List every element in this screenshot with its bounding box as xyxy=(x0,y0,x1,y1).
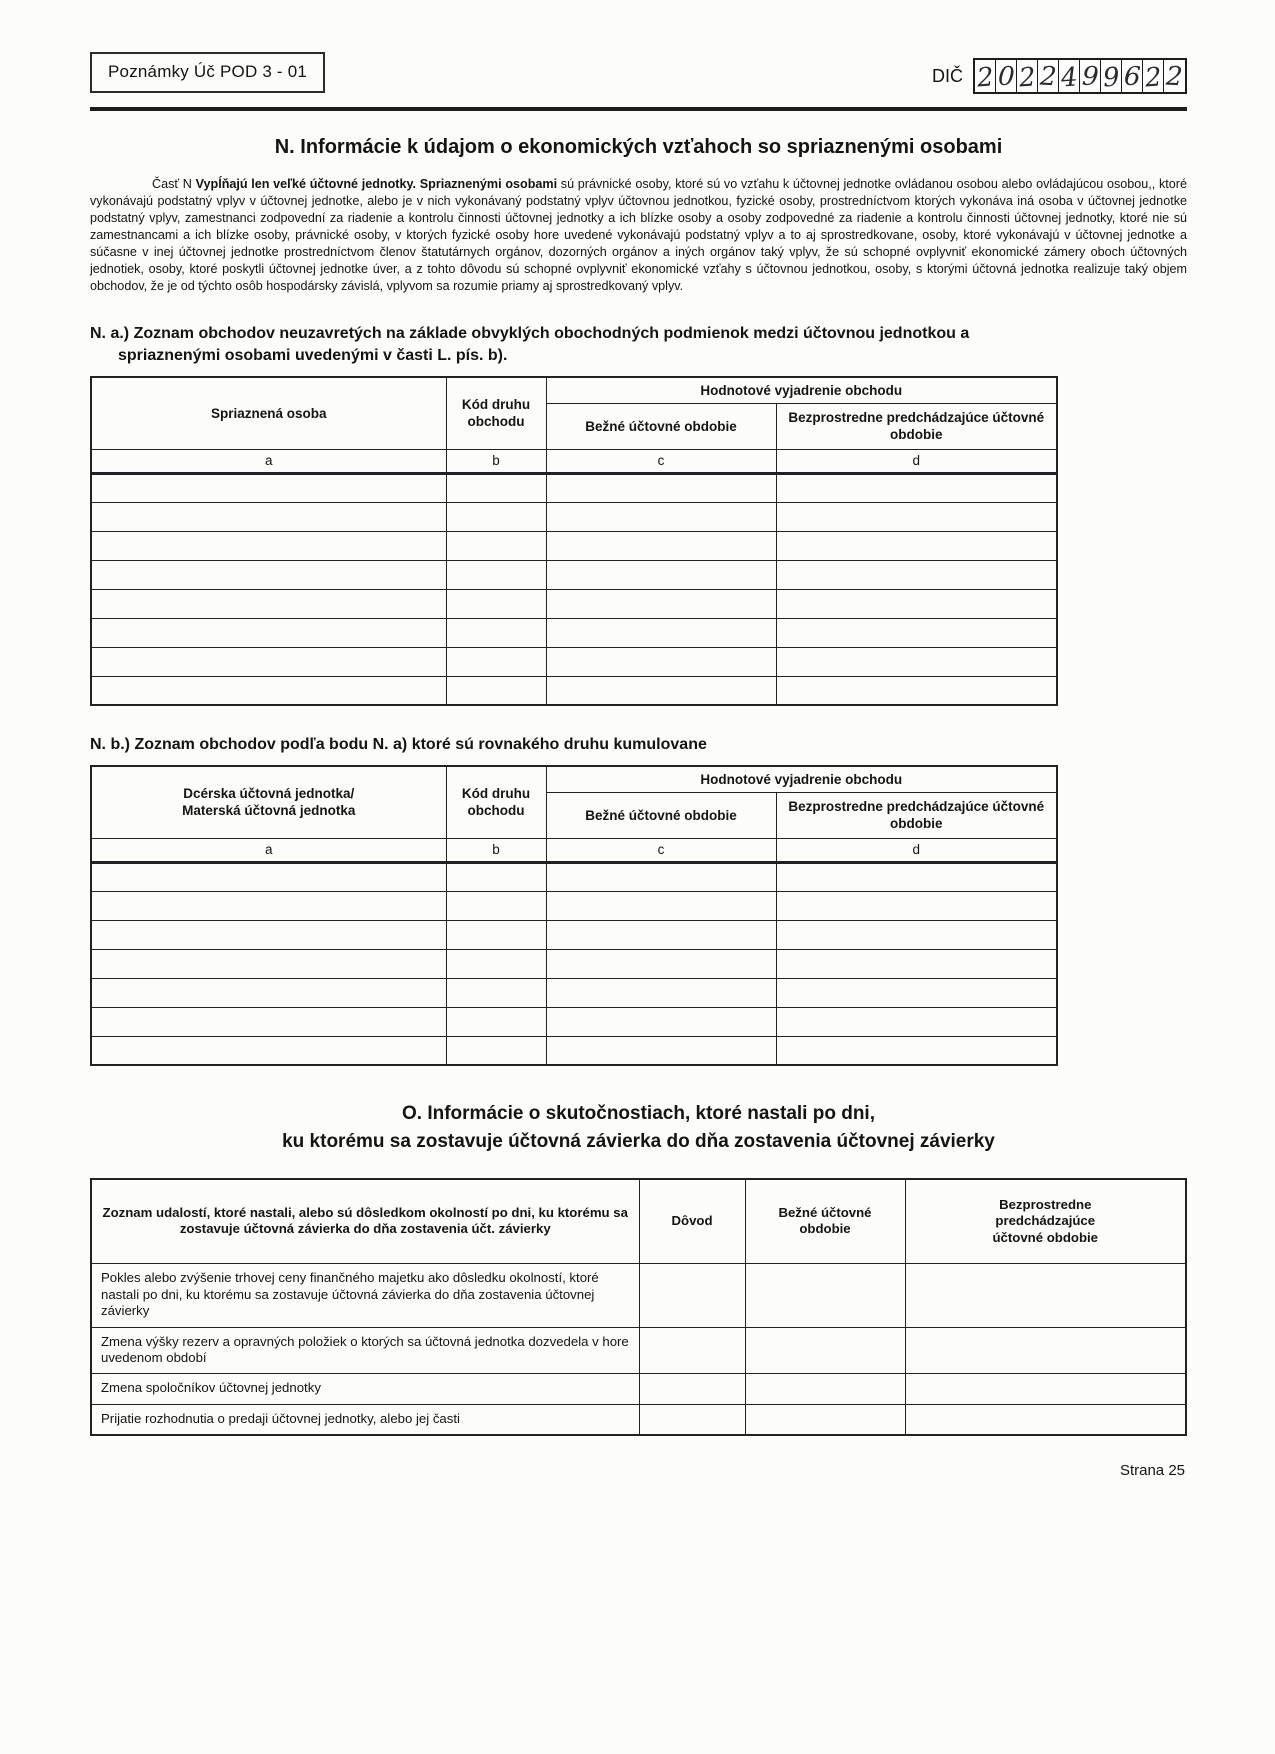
empty-cell xyxy=(745,1263,905,1327)
col-header-subsidiary-parent-text: Dcérska účtovná jednotka/ Materská účtovná jednotka xyxy=(182,786,356,819)
empty-cell xyxy=(446,920,546,949)
table-na-letter-row xyxy=(91,449,1057,473)
col-header-subsidiary-parent xyxy=(91,766,446,838)
dic-digit: 6 xyxy=(1122,61,1142,93)
column-letter: d xyxy=(776,838,1057,862)
empty-cell xyxy=(91,920,446,949)
table-na-body xyxy=(91,473,1057,705)
col-header-reason: Dôvod xyxy=(639,1179,745,1263)
column-letter: c xyxy=(546,449,776,473)
section-o-title-line2: ku ktorému sa zostavuje účtovná závierka do dňa zostavenia účtovnej závierky xyxy=(282,1131,995,1152)
empty-cell xyxy=(91,949,446,978)
empty-cell xyxy=(546,1036,776,1065)
col-header-current-period xyxy=(745,1179,905,1263)
empty-cell xyxy=(91,589,446,618)
dic-digit: 4 xyxy=(1059,62,1079,94)
column-letter: c xyxy=(546,838,776,862)
empty-cell xyxy=(546,1007,776,1036)
empty-cell xyxy=(776,473,1057,502)
empty-data-row xyxy=(91,862,1057,891)
dic-digit-cell xyxy=(1080,60,1101,92)
table-row xyxy=(91,1373,1186,1404)
empty-cell xyxy=(776,1036,1057,1065)
table-nb-body xyxy=(91,862,1057,1065)
event-label: Zmena spoločníkov účtovnej jednotky xyxy=(91,1373,639,1404)
dic-digit: 2 xyxy=(1017,62,1037,94)
event-label: Prijatie rozhodnutia o predaji účtovnej jednotky, alebo jej časti xyxy=(91,1404,639,1435)
empty-cell xyxy=(91,891,446,920)
section-n-title: N. Informácie k údajom o ekonomických vzťahoch so spriaznenými osobami xyxy=(274,136,1003,158)
dic-digit-cell xyxy=(1122,60,1143,92)
empty-cell xyxy=(446,589,546,618)
empty-cell xyxy=(546,949,776,978)
table-nb xyxy=(90,765,1058,1066)
column-letter: a xyxy=(91,449,446,473)
dic-digit: 2 xyxy=(1038,61,1058,93)
header-divider xyxy=(90,107,1187,111)
empty-cell xyxy=(745,1373,905,1404)
empty-cell xyxy=(546,473,776,502)
empty-cell xyxy=(91,531,446,560)
empty-cell xyxy=(446,1036,546,1065)
empty-cell xyxy=(91,473,446,502)
empty-cell xyxy=(91,647,446,676)
dic-digit-cell xyxy=(1143,60,1164,92)
empty-cell xyxy=(546,920,776,949)
intro-lead: Časť N xyxy=(152,177,196,191)
table-nb-heading: N. b.) Zoznam obchodov podľa bodu N. a) ktoré sú rovnakého druhu kumulovane xyxy=(90,736,707,753)
table-o xyxy=(90,1178,1187,1436)
empty-cell xyxy=(546,891,776,920)
column-letter: d xyxy=(776,449,1057,473)
dic-digit: 2 xyxy=(1143,62,1163,94)
col-header-previous-period: Bezprostredne predchádzajúce účtovné obdobie xyxy=(776,792,1057,838)
dic-digit-boxes xyxy=(973,58,1187,94)
intro-bold-filler-note: Vypĺňajú len veľké účtovné jednotky. xyxy=(195,177,417,191)
page-content xyxy=(90,52,1187,1479)
col-header-value-group: Hodnotové vyjadrenie obchodu xyxy=(546,377,1057,403)
form-id-box xyxy=(90,52,325,93)
col-header-code: Kód druhu obchodu xyxy=(446,377,546,449)
empty-cell xyxy=(91,978,446,1007)
empty-cell xyxy=(446,647,546,676)
empty-cell xyxy=(776,676,1057,705)
page-number: Strana 25 xyxy=(1119,1462,1185,1479)
empty-cell xyxy=(546,502,776,531)
event-label: Zmena výšky rezerv a opravných položiek o ktorých sa účtovná jednotka dozvedela v hore uvedenom období xyxy=(91,1327,639,1373)
dic-digit-cell xyxy=(1101,60,1122,92)
col-header-previous-period-text: Bezprostredne predchádzajúce účtovné obdobie xyxy=(992,1196,1098,1245)
page-header xyxy=(90,52,1187,94)
empty-cell xyxy=(91,502,446,531)
empty-cell xyxy=(446,560,546,589)
empty-cell xyxy=(776,589,1057,618)
empty-cell xyxy=(546,978,776,1007)
section-n-intro xyxy=(90,176,1187,295)
col-header-code: Kód druhu obchodu xyxy=(446,766,546,838)
empty-data-row xyxy=(91,589,1057,618)
dic-digit: 9 xyxy=(1080,61,1100,93)
empty-data-row xyxy=(91,1007,1057,1036)
empty-cell xyxy=(905,1404,1186,1435)
table-row xyxy=(91,1327,1186,1373)
empty-data-row xyxy=(91,676,1057,705)
empty-cell xyxy=(905,1327,1186,1373)
empty-cell xyxy=(91,1007,446,1036)
empty-data-row xyxy=(91,473,1057,502)
empty-data-row xyxy=(91,618,1057,647)
empty-data-row xyxy=(91,531,1057,560)
event-label: Pokles alebo zvýšenie trhovej ceny finančného majetku ako dôsledku okolností, ktoré nastali po dni, ku ktorému sa zostavuje účtovná závierka do dňa zostavenia účtovnej závierky xyxy=(91,1263,639,1327)
empty-cell xyxy=(546,647,776,676)
dic-digit-cell xyxy=(975,60,996,92)
empty-cell xyxy=(905,1263,1186,1327)
empty-cell xyxy=(446,862,546,891)
empty-cell xyxy=(546,862,776,891)
empty-cell xyxy=(639,1263,745,1327)
empty-cell xyxy=(91,560,446,589)
empty-cell xyxy=(745,1327,905,1373)
empty-cell xyxy=(91,676,446,705)
empty-cell xyxy=(776,862,1057,891)
empty-cell xyxy=(639,1373,745,1404)
dic-digit: 0 xyxy=(996,61,1016,93)
table-row xyxy=(91,1263,1186,1327)
empty-cell xyxy=(745,1404,905,1435)
empty-cell xyxy=(905,1373,1186,1404)
empty-cell xyxy=(91,618,446,647)
empty-cell xyxy=(546,589,776,618)
empty-cell xyxy=(776,978,1057,1007)
table-na xyxy=(90,376,1058,706)
empty-data-row xyxy=(91,949,1057,978)
empty-cell xyxy=(446,978,546,1007)
empty-cell xyxy=(446,949,546,978)
empty-cell xyxy=(446,676,546,705)
empty-data-row xyxy=(91,891,1057,920)
empty-cell xyxy=(776,560,1057,589)
col-header-current-period: Bežné účtovné obdobie xyxy=(546,792,776,838)
table-na-header-row-1 xyxy=(91,377,1057,403)
dic-digit: 9 xyxy=(1101,62,1121,94)
intro-bold-related-parties: Spriaznenými osobami xyxy=(416,177,558,191)
col-header-current-period: Bežné účtovné obdobie xyxy=(546,403,776,449)
col-header-events: Zoznam udalostí, ktoré nastali, alebo sú dôsledkom okolností po dni, ku ktorému sa zostavuje účtovná závierka do dňa zostavenia účt. závierky xyxy=(91,1179,639,1263)
dic-digit-cell xyxy=(996,60,1017,92)
empty-data-row xyxy=(91,502,1057,531)
dic-digit-cell xyxy=(1038,60,1059,92)
dic-digit-cell xyxy=(1017,60,1038,92)
dic-digit: 2 xyxy=(975,62,995,94)
column-letter: b xyxy=(446,838,546,862)
empty-cell xyxy=(446,618,546,647)
empty-cell xyxy=(446,891,546,920)
dic-digit: 2 xyxy=(1165,61,1184,93)
empty-data-row xyxy=(91,560,1057,589)
empty-data-row xyxy=(91,920,1057,949)
empty-cell xyxy=(446,531,546,560)
col-header-previous-period xyxy=(905,1179,1186,1263)
empty-cell xyxy=(446,1007,546,1036)
col-header-person: Spriaznená osoba xyxy=(91,377,446,449)
section-o-title xyxy=(90,1100,1187,1156)
empty-cell xyxy=(546,560,776,589)
empty-cell xyxy=(776,1007,1057,1036)
empty-cell xyxy=(546,531,776,560)
empty-cell xyxy=(546,676,776,705)
section-o-title-line1: O. Informácie o skutočnostiach, ktoré nastali po dni, xyxy=(402,1103,875,1124)
dic-digit-cell xyxy=(1059,60,1080,92)
table-o-body xyxy=(91,1263,1186,1435)
empty-cell xyxy=(776,618,1057,647)
empty-cell xyxy=(776,531,1057,560)
empty-cell xyxy=(776,647,1057,676)
empty-data-row xyxy=(91,1036,1057,1065)
empty-cell xyxy=(546,618,776,647)
table-nb-header-row-1 xyxy=(91,766,1057,792)
empty-cell xyxy=(776,502,1057,531)
table-row xyxy=(91,1404,1186,1435)
col-header-previous-period: Bezprostredne predchádzajúce účtovné obdobie xyxy=(776,403,1057,449)
table-na-heading: N. a.) Zoznam obchodov neuzavretých na základe obvyklých obochodných podmienok medzi účtovnou jednotkou a spriaznenými osobami uvedenými v časti L. pís. b). xyxy=(90,325,970,364)
empty-cell xyxy=(91,1036,446,1065)
form-id-label: Poznámky Úč POD 3 - 01 xyxy=(108,62,308,81)
empty-cell xyxy=(639,1327,745,1373)
col-header-current-period-text: Bežné účtovné obdobie xyxy=(778,1204,872,1237)
empty-cell xyxy=(776,891,1057,920)
empty-cell xyxy=(776,920,1057,949)
empty-cell xyxy=(91,862,446,891)
column-letter: b xyxy=(446,449,546,473)
col-header-value-group: Hodnotové vyjadrenie obchodu xyxy=(546,766,1057,792)
empty-cell xyxy=(446,502,546,531)
empty-cell xyxy=(639,1404,745,1435)
table-o-header-row xyxy=(91,1179,1186,1263)
dic-field xyxy=(932,58,1187,94)
empty-cell xyxy=(776,949,1057,978)
dic-digit-cell xyxy=(1164,60,1185,92)
empty-cell xyxy=(446,473,546,502)
dic-label: DIČ xyxy=(932,65,963,86)
empty-data-row xyxy=(91,647,1057,676)
intro-body: sú právnické osoby, ktoré sú vo vzťahu k účtovnej jednotke ovládanou osobou alebo ovládajúcou osobou,, ktoré vykonávajú podstatný vplyv v účtovnej jednotke, alebo je v nich vykonávaný podstatný vplyv účtovnou jednotkou, fyzické osoby, prostredníctvom ktorých vykonáva iná osoba v účtovnej jednotke podstatný vplyv, zamestnanci zodpovední za riadenie a kontrolu činnosti účtovnej jednotky a ich blízke osoby a osoby zodpovedné za riadenie a kontrolu činnosti účtovnej jednotky, ktoré nie sú zamestnancami a ich blízke osoby, právnické osoby, v ktorých fyzické osoby hore uvedené vykonávajú podstatný vplyv a to aj sprostredkovane, osoby, ktoré vykonávajú v účtovnej jednotke a súčasne v inej účtovnej jednotke prostredníctvom členov štatutárnych orgánov, dozorných orgánov a iných orgánov taký vplyv, že sú schopné ovplyvniť ekonomické zámery oboch účtovných jednotiek, osoby, ktoré poskytli účtovnej jednotke úver, a z tohto dôvodu sú schopné ovplyvniť ekonomické vzťahy s účtovnou jednotkou, osoby, s ktorými účtovná jednotka realizuje taký objem obchodov, že je od týchto osôb hospodársky závislá, vplyvom sa rozumie priamy aj sprostredkovaný vplyv. xyxy=(90,177,1187,293)
column-letter: a xyxy=(91,838,446,862)
empty-data-row xyxy=(91,978,1057,1007)
table-nb-letter-row xyxy=(91,838,1057,862)
